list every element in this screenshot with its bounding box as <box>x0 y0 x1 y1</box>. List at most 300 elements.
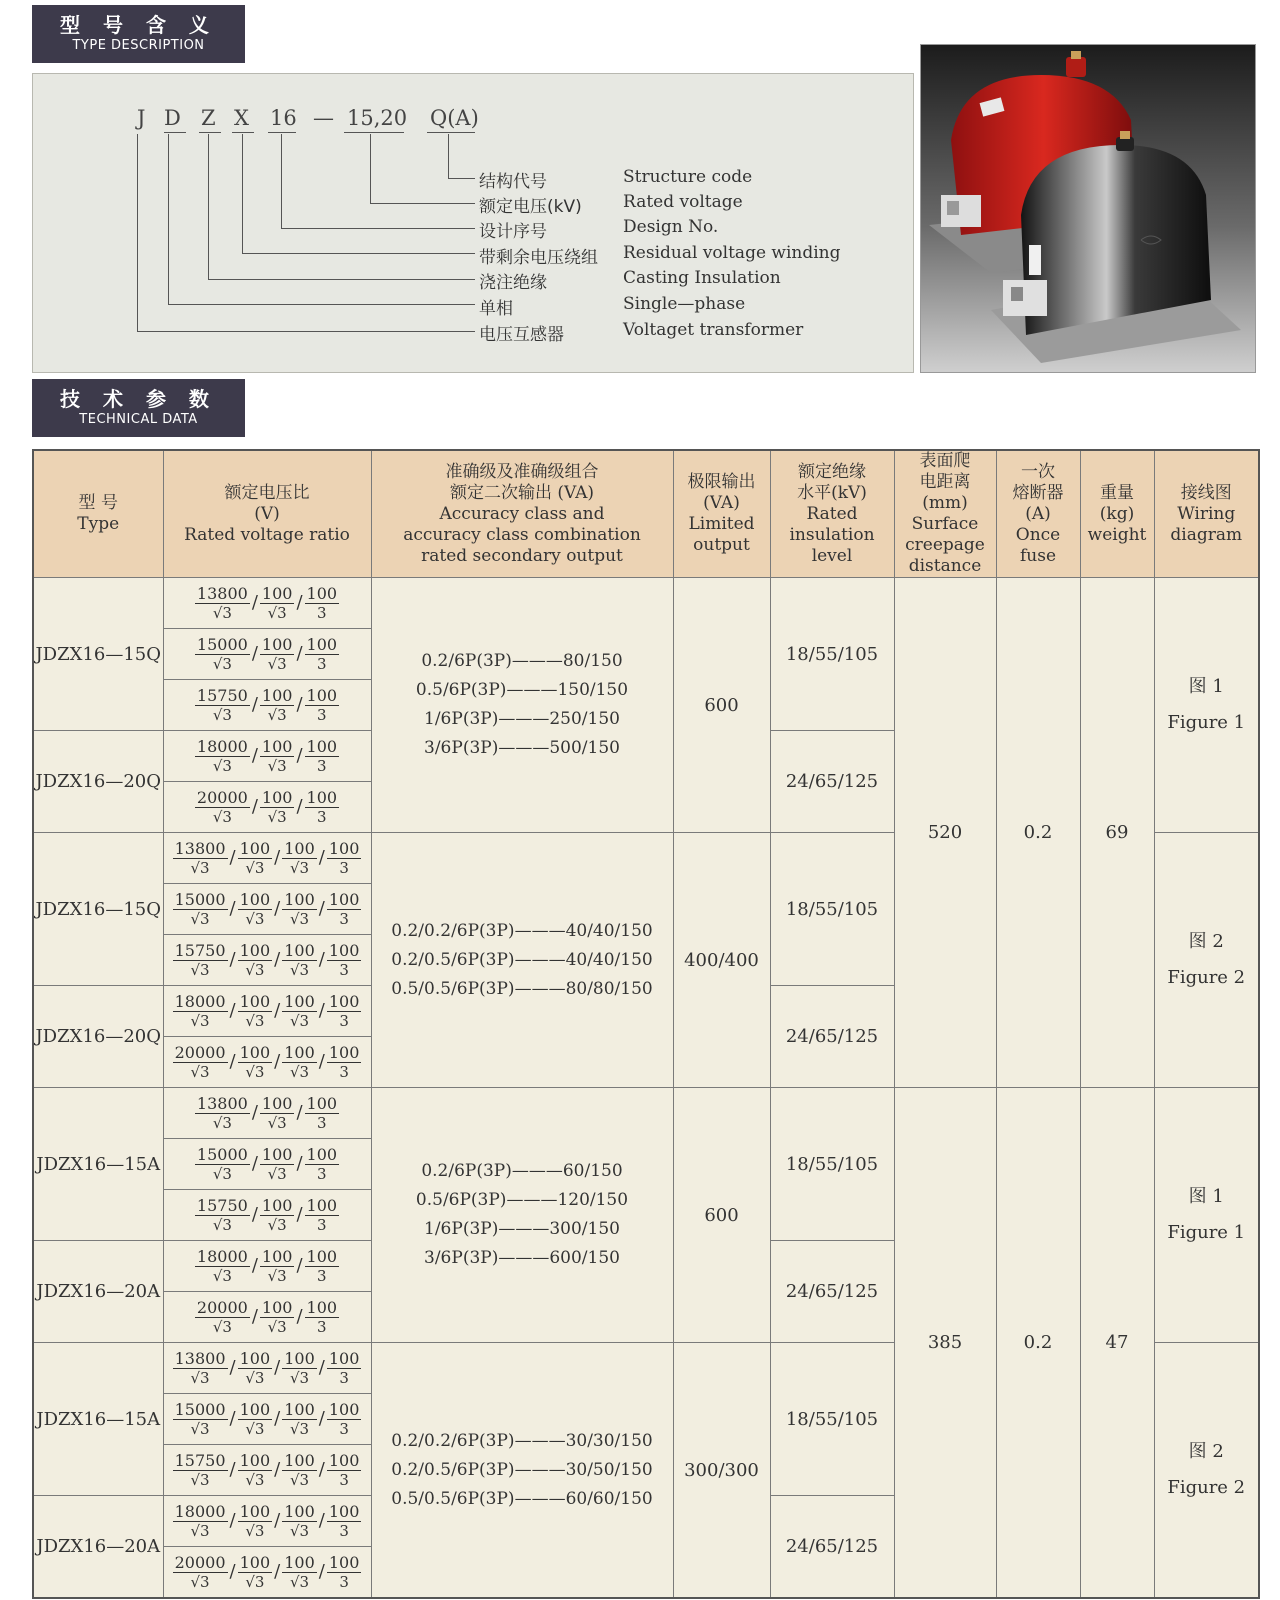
desc-en-single-phase: Single—phase <box>623 294 746 314</box>
denominator: √3 <box>267 1114 287 1132</box>
slash: / <box>229 1000 236 1021</box>
numerator: 20000 <box>196 788 248 807</box>
denominator: √3 <box>190 1471 210 1489</box>
denominator: √3 <box>267 1267 287 1285</box>
denominator: √3 <box>212 808 232 826</box>
denominator: √3 <box>190 910 210 928</box>
accuracy-line: 0.2/0.5/6P(3P)———40/40/150 <box>391 949 653 970</box>
ratio-cell <box>163 578 371 629</box>
numerator: 100 <box>306 1145 338 1164</box>
slash: / <box>296 796 303 817</box>
fraction <box>260 1248 295 1285</box>
ratio-cell <box>163 1241 371 1292</box>
slash: / <box>251 592 258 613</box>
figure-label-en: Figure 2 <box>1167 1477 1246 1498</box>
accuracy-line: 0.2/6P(3P)———60/150 <box>421 1161 623 1181</box>
denominator: √3 <box>212 757 232 775</box>
voltage-ratio <box>172 942 363 979</box>
denominator: √3 <box>245 1369 265 1387</box>
denominator: √3 <box>289 1063 310 1081</box>
wiring-figure-cell <box>1154 1088 1259 1343</box>
denominator: √3 <box>212 1267 232 1285</box>
numerator: 100 <box>328 992 360 1011</box>
fraction <box>173 993 228 1030</box>
fuse-cell: 0.2 <box>996 578 1080 1088</box>
numerator: 100 <box>239 992 271 1011</box>
code-letter-d: D <box>164 106 181 130</box>
leader-line <box>137 134 475 332</box>
ratio-cell <box>163 731 371 782</box>
col-header-limit: 极限输出 (VA) Limited output <box>673 450 770 578</box>
fraction <box>305 789 340 826</box>
creepage-cell: 520 <box>894 578 996 1088</box>
fraction <box>260 1095 295 1132</box>
type-cell: JDZX16—15A <box>33 1088 163 1241</box>
accuracy-line: 1/6P(3P)———300/150 <box>424 1219 620 1239</box>
voltage-ratio <box>172 993 363 1030</box>
denominator: √3 <box>245 1063 265 1081</box>
section-title-en: TECHNICAL DATA <box>79 412 198 427</box>
voltage-ratio <box>194 1248 340 1285</box>
voltage-ratio <box>194 687 340 724</box>
figure-label-zh: 图 1 <box>1188 1186 1224 1207</box>
fraction <box>327 1503 362 1540</box>
denominator: 3 <box>317 1114 327 1132</box>
ratio-cell <box>163 986 371 1037</box>
fraction <box>238 1452 273 1489</box>
fraction <box>327 993 362 1030</box>
slash: / <box>229 1051 236 1072</box>
wiring-figure-cell <box>1154 833 1259 1088</box>
desc-en-design: Design No. <box>623 217 719 237</box>
numerator: 100 <box>239 1349 271 1368</box>
fraction <box>195 789 250 826</box>
fraction <box>173 840 228 877</box>
numerator: 100 <box>328 839 360 858</box>
voltage-ratio <box>172 1554 363 1591</box>
voltage-ratio <box>194 1299 340 1336</box>
slash: / <box>318 898 325 919</box>
slash: / <box>296 1102 303 1123</box>
denominator: √3 <box>289 1369 310 1387</box>
denominator: √3 <box>245 1471 265 1489</box>
code-letter-x: X <box>234 106 249 130</box>
slash: / <box>229 949 236 970</box>
ratio-cell <box>163 1547 371 1599</box>
fraction <box>173 1554 228 1591</box>
accuracy-line: 0.5/6P(3P)———120/150 <box>415 1190 629 1210</box>
fraction <box>327 1554 362 1591</box>
denominator: √3 <box>289 1522 310 1540</box>
table-header-row <box>33 450 1259 578</box>
numerator: 100 <box>261 1247 293 1266</box>
ratio-cell <box>163 1139 371 1190</box>
fraction <box>195 585 250 622</box>
slash: / <box>251 796 258 817</box>
accuracy-line: 0.2/0.2/6P(3P)———40/40/150 <box>391 920 653 941</box>
slash: / <box>274 1561 281 1582</box>
denominator: √3 <box>245 910 265 928</box>
denominator: 3 <box>317 1267 327 1285</box>
ratio-cell <box>163 1496 371 1547</box>
numerator: 100 <box>239 1502 271 1521</box>
numerator: 100 <box>306 1196 338 1215</box>
type-cell: JDZX16—20A <box>33 1241 163 1343</box>
denominator: √3 <box>245 1420 265 1438</box>
fraction <box>238 1401 273 1438</box>
numerator: 100 <box>284 839 315 858</box>
fraction <box>327 891 362 928</box>
code-design-no: 16 <box>270 106 297 130</box>
slash: / <box>318 1561 325 1582</box>
voltage-ratio <box>194 1197 340 1234</box>
fraction <box>195 1248 250 1285</box>
denominator: √3 <box>289 961 310 979</box>
fraction <box>305 1197 340 1234</box>
voltage-ratio <box>172 891 363 928</box>
type-cell: JDZX16—15A <box>33 1343 163 1496</box>
limit-output-cell: 600 <box>673 1088 770 1343</box>
denominator: √3 <box>190 1420 210 1438</box>
numerator: 100 <box>239 1400 271 1419</box>
slash: / <box>274 1510 281 1531</box>
voltage-ratio <box>172 1044 363 1081</box>
denominator: √3 <box>245 961 265 979</box>
figure-label-zh: 图 2 <box>1188 1441 1224 1462</box>
type-cell: JDZX16—20Q <box>33 986 163 1088</box>
slash: / <box>274 1408 281 1429</box>
fraction <box>305 687 340 724</box>
fraction <box>260 1197 295 1234</box>
numerator: 100 <box>306 788 338 807</box>
numerator: 100 <box>328 1451 360 1470</box>
limit-output-cell: 600 <box>673 578 770 833</box>
fraction <box>238 891 273 928</box>
col-header-insulation: 额定绝缘 水平(kV) Rated insulation level <box>770 450 894 578</box>
numerator: 100 <box>284 941 315 960</box>
slash: / <box>296 1255 303 1276</box>
numerator: 100 <box>261 1094 293 1113</box>
fraction <box>305 1248 340 1285</box>
numerator: 100 <box>239 1043 271 1062</box>
voltage-ratio <box>194 738 340 775</box>
denominator: 3 <box>317 1318 327 1336</box>
fraction <box>195 1146 250 1183</box>
denominator: √3 <box>212 706 232 724</box>
voltage-ratio <box>194 789 340 826</box>
ratio-cell <box>163 1445 371 1496</box>
denominator: 3 <box>317 808 327 826</box>
fraction <box>282 1401 317 1438</box>
denominator: 3 <box>317 604 327 622</box>
fraction <box>282 993 317 1030</box>
insulation-cell: 18/55/105 <box>770 1088 894 1241</box>
type-description-panel <box>32 73 914 373</box>
technical-data-table <box>32 449 1260 1599</box>
denominator: √3 <box>267 604 287 622</box>
desc-zh-voltage: 额定电压(kV) <box>479 197 582 217</box>
fraction <box>327 942 362 979</box>
ratio-cell <box>163 680 371 731</box>
slash: / <box>251 1306 258 1327</box>
accuracy-cell <box>371 578 673 833</box>
col-header-ratio: 额定电压比 (V) Rated voltage ratio <box>163 450 371 578</box>
fraction <box>260 636 295 673</box>
slash: / <box>229 898 236 919</box>
code-letter-j: J <box>137 106 146 130</box>
desc-en-transformer: Voltaget transformer <box>623 320 804 340</box>
slash: / <box>251 1102 258 1123</box>
denominator: √3 <box>289 1420 310 1438</box>
insulation-cell: 24/65/125 <box>770 1496 894 1599</box>
fraction <box>327 1401 362 1438</box>
voltage-ratio <box>194 1146 340 1183</box>
fraction <box>327 1452 362 1489</box>
code-underline <box>427 132 475 133</box>
slash: / <box>229 1408 236 1429</box>
denominator: √3 <box>190 1573 210 1591</box>
weight-cell: 69 <box>1080 578 1154 1088</box>
numerator: 13800 <box>196 584 248 603</box>
insulation-cell: 18/55/105 <box>770 833 894 986</box>
denominator: √3 <box>190 961 210 979</box>
fraction <box>173 1503 228 1540</box>
fraction <box>173 1452 228 1489</box>
denominator: √3 <box>212 655 232 673</box>
voltage-ratio <box>172 1401 363 1438</box>
denominator: √3 <box>267 706 287 724</box>
denominator: √3 <box>267 1165 287 1183</box>
desc-zh-residual: 带剩余电压绕组 <box>479 248 598 268</box>
fraction <box>260 585 295 622</box>
numerator: 100 <box>261 584 293 603</box>
figure-label-en: Figure 1 <box>1167 712 1246 733</box>
denominator: √3 <box>289 910 310 928</box>
slash: / <box>274 1357 281 1378</box>
numerator: 20000 <box>174 1553 226 1572</box>
voltage-ratio <box>194 585 340 622</box>
fraction <box>195 636 250 673</box>
fraction <box>305 1299 340 1336</box>
slash: / <box>296 592 303 613</box>
product-photo <box>920 44 1256 373</box>
fraction <box>305 1095 340 1132</box>
denominator: √3 <box>190 859 210 877</box>
numerator: 100 <box>284 1400 315 1419</box>
denominator: √3 <box>212 1165 232 1183</box>
numerator: 100 <box>306 1094 338 1113</box>
insulation-cell: 18/55/105 <box>770 578 894 731</box>
numerator: 100 <box>328 1553 360 1572</box>
denominator: √3 <box>267 808 287 826</box>
numerator: 100 <box>284 1043 315 1062</box>
denominator: √3 <box>190 1522 210 1540</box>
slash: / <box>318 1408 325 1429</box>
transformer-illustration <box>921 45 1256 373</box>
accuracy-cell <box>371 833 673 1088</box>
voltage-ratio <box>172 1452 363 1489</box>
slash: / <box>318 1510 325 1531</box>
col-header-wiring: 接线图 Wiring diagram <box>1154 450 1259 578</box>
section-title-en: TYPE DESCRIPTION <box>72 38 205 53</box>
desc-en-residual: Residual voltage winding <box>623 243 841 263</box>
denominator: √3 <box>267 655 287 673</box>
numerator: 15000 <box>174 890 226 909</box>
numerator: 100 <box>328 1349 360 1368</box>
numerator: 100 <box>306 1247 338 1266</box>
denominator: √3 <box>245 1522 265 1540</box>
accuracy-line: 0.2/0.5/6P(3P)———30/50/150 <box>391 1459 653 1480</box>
type-cell: JDZX16—15Q <box>33 578 163 731</box>
desc-zh-structure: 结构代号 <box>479 172 547 192</box>
type-description-header <box>32 5 245 63</box>
insulation-cell: 18/55/105 <box>770 1343 894 1496</box>
denominator: √3 <box>267 1318 287 1336</box>
fraction <box>238 1554 273 1591</box>
fraction <box>282 891 317 928</box>
numerator: 15750 <box>196 1196 248 1215</box>
fraction <box>195 1095 250 1132</box>
slash: / <box>274 1000 281 1021</box>
section-title-zh: 型 号 含 义 <box>60 13 217 37</box>
denominator: 3 <box>339 1573 349 1591</box>
voltage-ratio <box>172 1350 363 1387</box>
fraction <box>260 687 295 724</box>
code-letter-z: Z <box>201 106 216 130</box>
accuracy-line: 0.5/0.5/6P(3P)———60/60/150 <box>391 1488 653 1509</box>
denominator: 3 <box>339 961 349 979</box>
accuracy-cell <box>371 1088 673 1343</box>
type-cell: JDZX16—20Q <box>33 731 163 833</box>
numerator: 100 <box>261 788 293 807</box>
ratio-cell <box>163 1343 371 1394</box>
numerator: 18000 <box>174 992 226 1011</box>
limit-output-cell: 400/400 <box>673 833 770 1088</box>
numerator: 100 <box>306 737 338 756</box>
fraction <box>305 636 340 673</box>
fraction <box>282 840 317 877</box>
wiring-figure-cell <box>1154 578 1259 833</box>
fraction <box>195 687 250 724</box>
numerator: 13800 <box>196 1094 248 1113</box>
denominator: √3 <box>245 859 265 877</box>
numerator: 100 <box>284 1553 315 1572</box>
denominator: √3 <box>289 1471 310 1489</box>
accuracy-line: 0.5/6P(3P)———150/150 <box>415 680 629 700</box>
numerator: 100 <box>261 1145 293 1164</box>
slash: / <box>229 1357 236 1378</box>
ratio-cell <box>163 833 371 884</box>
slash: / <box>318 1357 325 1378</box>
slash: / <box>318 1051 325 1072</box>
code-underline <box>199 132 221 133</box>
desc-en-voltage: Rated voltage <box>623 192 743 212</box>
numerator: 20000 <box>196 1298 248 1317</box>
accuracy-cell <box>371 1343 673 1599</box>
slash: / <box>296 1306 303 1327</box>
slash: / <box>251 643 258 664</box>
slash: / <box>274 847 281 868</box>
numerator: 18000 <box>196 1247 248 1266</box>
fraction <box>238 1350 273 1387</box>
denominator: 3 <box>317 1165 327 1183</box>
wiring-figure-cell <box>1154 1343 1259 1599</box>
slash: / <box>274 898 281 919</box>
fraction <box>195 1299 250 1336</box>
fraction <box>238 1503 273 1540</box>
fraction <box>238 942 273 979</box>
slash: / <box>318 1459 325 1480</box>
numerator: 100 <box>261 686 293 705</box>
col-header-weight: 重量 (kg) weight <box>1080 450 1154 578</box>
slash: / <box>274 1051 281 1072</box>
fraction <box>282 1452 317 1489</box>
weight-cell: 47 <box>1080 1088 1154 1599</box>
fraction <box>282 1350 317 1387</box>
numerator: 13800 <box>174 1349 226 1368</box>
ratio-cell <box>163 1088 371 1139</box>
numerator: 15750 <box>174 941 226 960</box>
fraction <box>260 738 295 775</box>
numerator: 100 <box>239 1553 271 1572</box>
accuracy-line: 3/6P(3P)———600/150 <box>424 1248 620 1268</box>
technical-data-header <box>32 379 245 437</box>
code-underline <box>164 132 186 133</box>
fraction <box>282 1554 317 1591</box>
slash: / <box>318 949 325 970</box>
numerator: 13800 <box>174 839 226 858</box>
denominator: 3 <box>339 1522 349 1540</box>
slash: / <box>318 1000 325 1021</box>
slash: / <box>251 745 258 766</box>
code-dash: — <box>313 106 334 130</box>
desc-zh-single-phase: 单相 <box>479 299 513 319</box>
ratio-cell <box>163 1190 371 1241</box>
fraction <box>282 1503 317 1540</box>
ratio-cell <box>163 1394 371 1445</box>
slash: / <box>229 1561 236 1582</box>
desc-en-casting: Casting Insulation <box>623 268 781 288</box>
denominator: √3 <box>267 757 287 775</box>
slash: / <box>296 694 303 715</box>
numerator: 100 <box>328 1043 360 1062</box>
voltage-ratio <box>194 636 340 673</box>
slash: / <box>229 1510 236 1531</box>
limit-output-cell: 300/300 <box>673 1343 770 1599</box>
denominator: √3 <box>212 604 232 622</box>
voltage-ratio <box>194 1095 340 1132</box>
numerator: 100 <box>284 992 315 1011</box>
fraction <box>327 1350 362 1387</box>
fraction <box>282 942 317 979</box>
denominator: √3 <box>289 1573 310 1591</box>
accuracy-line: 3/6P(3P)———500/150 <box>424 738 620 758</box>
numerator: 100 <box>239 1451 271 1470</box>
fuse-cell: 0.2 <box>996 1088 1080 1599</box>
ratio-cell <box>163 782 371 833</box>
slash: / <box>229 847 236 868</box>
code-underline <box>268 132 296 133</box>
code-structure: Q(A) <box>430 106 479 130</box>
col-header-creepage: 表面爬 电距离 (mm) Surface creepage distance <box>894 450 996 578</box>
slash: / <box>251 1255 258 1276</box>
numerator: 15000 <box>174 1400 226 1419</box>
slash: / <box>296 1153 303 1174</box>
denominator: √3 <box>212 1318 232 1336</box>
fraction <box>327 840 362 877</box>
numerator: 20000 <box>174 1043 226 1062</box>
col-header-fuse: 一次 熔断器 (A) Once fuse <box>996 450 1080 578</box>
